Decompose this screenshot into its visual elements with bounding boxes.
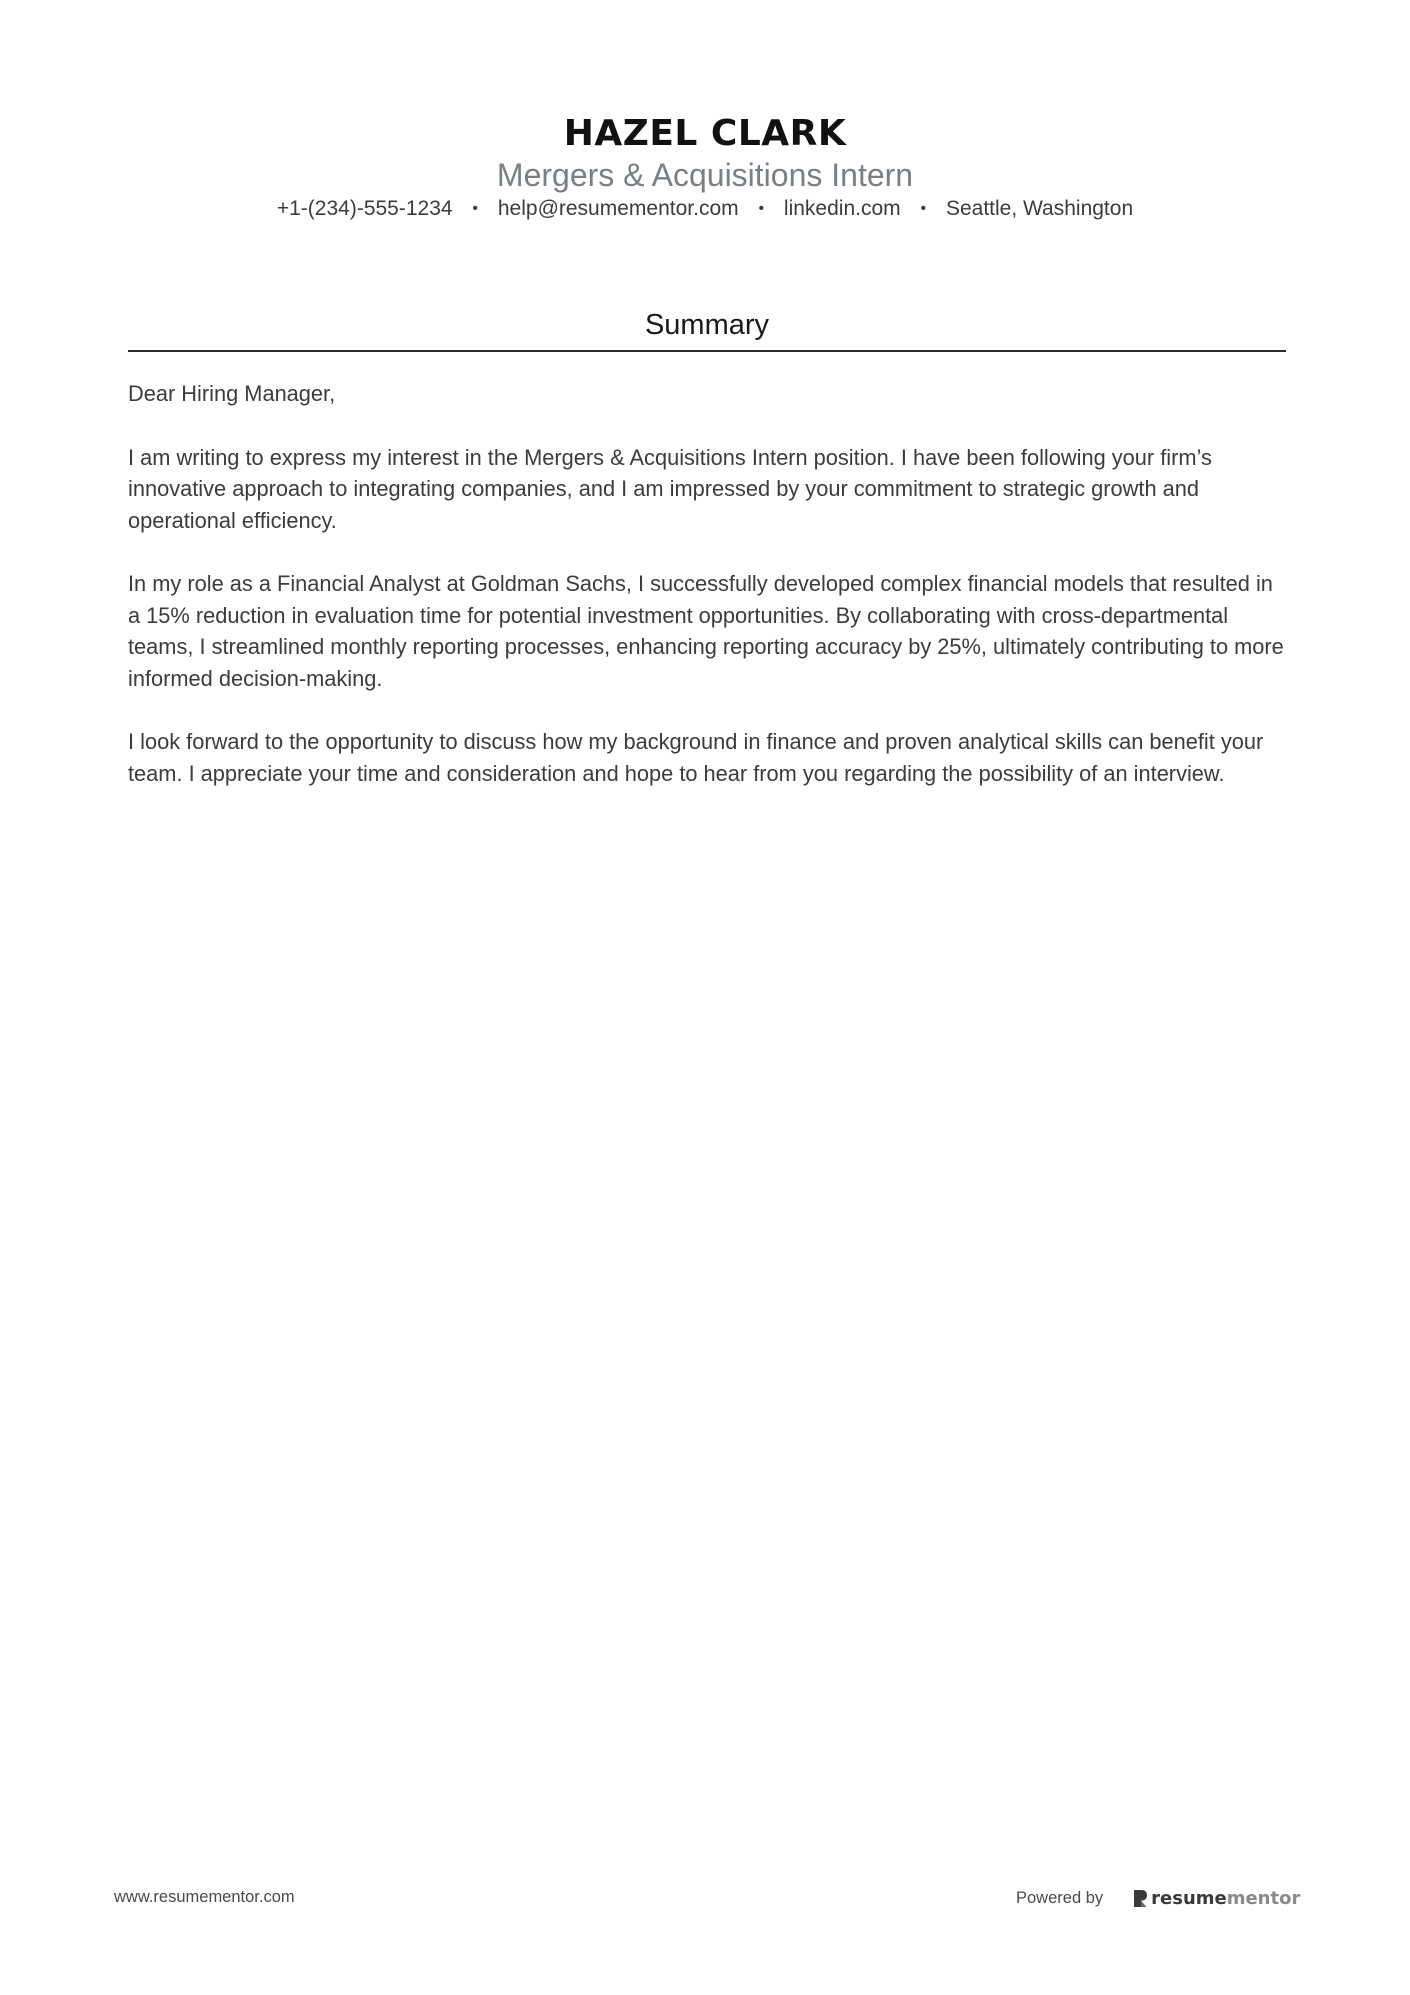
section-divider	[128, 350, 1286, 352]
contact-separator: •	[920, 200, 927, 217]
contact-info	[0, 194, 1410, 224]
brand-name-part1: resume	[1151, 1887, 1227, 1909]
footer-website[interactable]: www.resumementor.com	[114, 1888, 295, 1906]
contact-email[interactable]: help@resumementor.com	[497, 197, 739, 220]
contact-separator: •	[758, 200, 765, 217]
powered-by-label: Powered by	[1016, 1888, 1104, 1907]
resumementor-logo-icon	[1133, 1888, 1148, 1908]
letter-paragraph: I look forward to the opportunity to discuss how my background in finance and proven analytical skills can benefit your team. I appreciate your time and consideration and hope to hear from you regarding the possibility of an interview.	[128, 729, 1264, 786]
footer-branding	[1016, 1883, 1300, 1913]
cover-letter-body	[128, 378, 1288, 821]
brand-logo[interactable]	[1133, 1888, 1300, 1909]
letter-paragraph: In my role as a Financial Analyst at Goldman Sachs, I successfully developed complex financial models that resulted in a 15% reduction in evaluation time for potential investment opportunities. By collaborating with cross-departmental teams, I streamlined monthly reporting processes, enhancing reporting accuracy by 25%, ultimately contributing to more informed decision-making.	[128, 571, 1284, 691]
resume-header	[0, 112, 1410, 224]
letter-paragraph: I am writing to express my interest in the Mergers & Acquisitions Intern position. I have been following your firm’s innovative approach to integrating companies, and I am impressed by your commitment to strategic growth and operational efficiency.	[128, 444, 1212, 533]
contact-separator: •	[472, 200, 479, 217]
section-title-summary: Summary	[644, 309, 770, 341]
contact-phone: +1-(234)-555-1234	[276, 197, 453, 220]
contact-location: Seattle, Washington	[945, 197, 1134, 220]
brand-name-part2: mentor	[1226, 1887, 1301, 1909]
candidate-name: HAZEL CLARK	[563, 113, 847, 154]
job-title: Mergers & Acquisitions Intern	[496, 157, 914, 193]
contact-linkedin[interactable]: linkedin.com	[783, 197, 901, 220]
letter-salutation: Dear Hiring Manager,	[128, 381, 336, 406]
